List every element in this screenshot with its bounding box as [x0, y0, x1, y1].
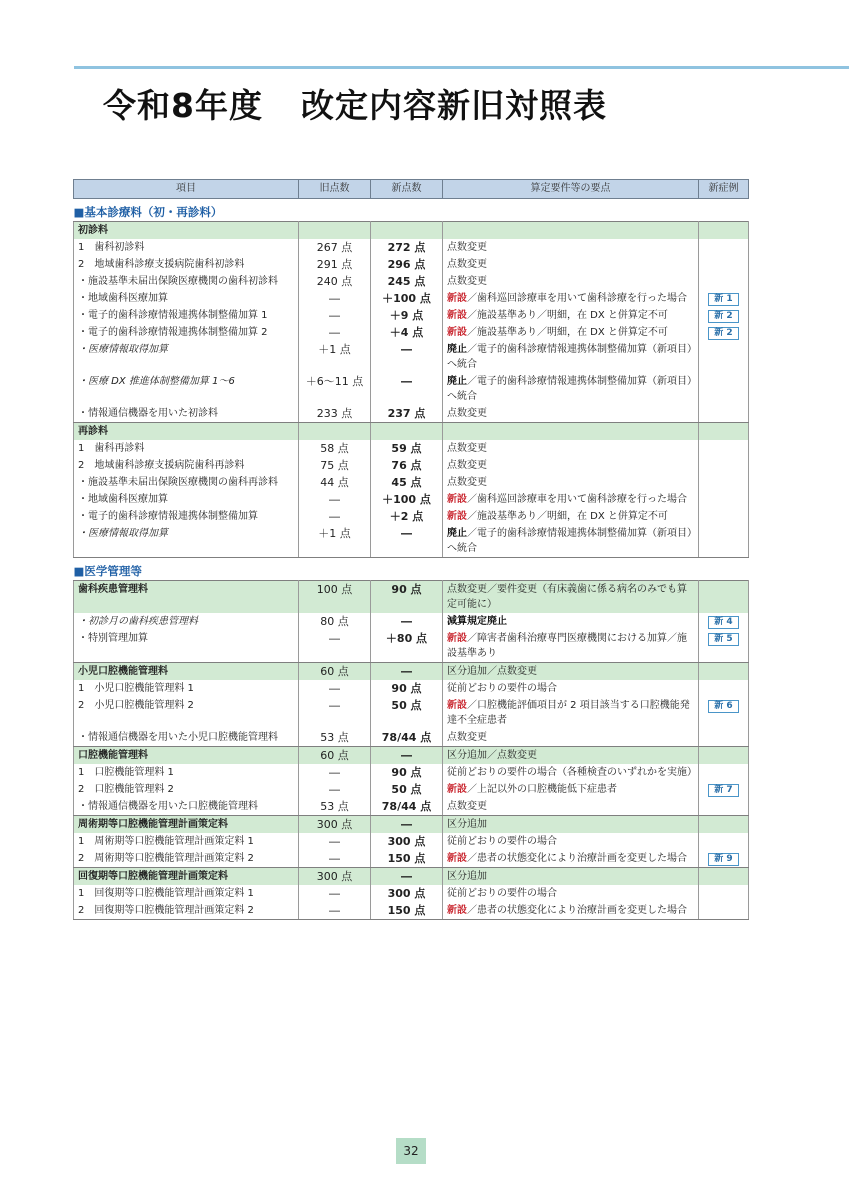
requirement-text: 点数変更	[447, 732, 487, 743]
row-old-points: ＋1 点	[299, 341, 371, 373]
group-row	[74, 423, 749, 441]
row-new-points: 272 点	[371, 239, 443, 256]
group-new-points	[371, 423, 443, 441]
row-old-points: 44 点	[299, 474, 371, 491]
row-old-points: 53 点	[299, 729, 371, 747]
row-item: ・情報通信機器を用いた口腔機能管理料	[74, 798, 299, 816]
table-row	[74, 256, 749, 273]
row-requirements	[443, 697, 699, 729]
row-requirements	[443, 440, 699, 457]
group-old-points: 60 点	[299, 747, 371, 765]
row-old-points: ―	[299, 491, 371, 508]
requirement-text: ／施設基準あり／明細，在 DX と併算定不可	[467, 327, 668, 338]
group-example	[699, 747, 749, 765]
table-row	[74, 613, 749, 630]
row-example	[699, 729, 749, 747]
row-new-points: 300 点	[371, 885, 443, 902]
group-row	[74, 868, 749, 886]
table-row	[74, 798, 749, 816]
row-example	[699, 613, 749, 630]
row-item: ・電子的歯科診療情報連携体制整備加算 2	[74, 324, 299, 341]
row-item: ・電子的歯科診療情報連携体制整備加算	[74, 508, 299, 525]
row-new-points: 78/44 点	[371, 729, 443, 747]
row-requirements	[443, 781, 699, 798]
requirement-text: ／患者の状態変化により治療計画を変更した場合	[467, 905, 687, 916]
section-title: ■医学管理等	[74, 558, 749, 581]
table-row	[74, 680, 749, 697]
row-old-points: ―	[299, 781, 371, 798]
row-old-points: ―	[299, 324, 371, 341]
group-old-points: 60 点	[299, 663, 371, 681]
group-row	[74, 581, 749, 614]
requirement-text: 点数変更	[447, 242, 487, 253]
requirement-keyword: 廃止	[447, 344, 467, 355]
table-row	[74, 902, 749, 920]
row-example	[699, 798, 749, 816]
requirement-keyword: 新設	[447, 784, 467, 795]
new-example-badge: 新 6	[708, 700, 738, 713]
table-row	[74, 474, 749, 491]
table-row	[74, 491, 749, 508]
group-note: 区分追加／点数変更	[443, 663, 699, 681]
row-example	[699, 697, 749, 729]
row-item: 2 地域歯科診療支援病院歯科初診料	[74, 256, 299, 273]
row-example	[699, 373, 749, 405]
row-requirements	[443, 239, 699, 256]
requirement-text: ／口腔機能評価項目が 2 項目該当する口腔機能発達不全症患者	[447, 700, 690, 726]
group-label: 初診料	[74, 222, 299, 240]
header-requirements: 算定要件等の要点	[443, 180, 699, 199]
row-requirements	[443, 341, 699, 373]
requirement-keyword: 新設	[447, 700, 467, 711]
row-requirements	[443, 373, 699, 405]
row-example	[699, 764, 749, 781]
row-item: 1 歯科初診料	[74, 239, 299, 256]
group-new-points: ―	[371, 747, 443, 765]
table-row	[74, 405, 749, 423]
requirement-text: ／電子的歯科診療情報連携体制整備加算（新項目）へ統合	[447, 376, 692, 402]
new-example-badge: 新 9	[708, 853, 738, 866]
group-example	[699, 423, 749, 441]
row-new-points: 296 点	[371, 256, 443, 273]
requirement-keyword: 新設	[447, 310, 467, 321]
requirement-text: 従前どおりの要件の場合	[447, 888, 557, 899]
requirement-keyword: 廃止	[447, 528, 467, 539]
row-requirements	[443, 798, 699, 816]
table-row	[74, 525, 749, 558]
page-title-right: 改定内容新旧対照表	[300, 86, 607, 125]
table-row	[74, 239, 749, 256]
requirement-text: 従前どおりの要件の場合（各種検査のいずれかを実施）	[447, 767, 697, 778]
row-new-points: 50 点	[371, 697, 443, 729]
row-old-points: ―	[299, 833, 371, 850]
table-row	[74, 307, 749, 324]
row-example	[699, 256, 749, 273]
row-item: 2 周術期等口腔機能管理計画策定料 2	[74, 850, 299, 868]
row-old-points: ―	[299, 697, 371, 729]
row-item: 2 回復期等口腔機能管理計画策定料 2	[74, 902, 299, 920]
requirement-text: 従前どおりの要件の場合	[447, 683, 557, 694]
row-requirements	[443, 902, 699, 920]
row-new-points: ＋100 点	[371, 290, 443, 307]
row-item: ・医療 DX 推進体制整備加算 1〜6	[74, 373, 299, 405]
row-old-points: ―	[299, 290, 371, 307]
row-new-points: 90 点	[371, 680, 443, 697]
row-new-points: ＋2 点	[371, 508, 443, 525]
row-new-points: ＋80 点	[371, 630, 443, 663]
new-example-badge: 新 2	[708, 327, 738, 340]
group-note: 区分追加／点数変更	[443, 747, 699, 765]
row-item: ・電子的歯科診療情報連携体制整備加算 1	[74, 307, 299, 324]
group-example	[699, 868, 749, 886]
row-old-points: ―	[299, 680, 371, 697]
row-new-points: 300 点	[371, 833, 443, 850]
row-new-points: 150 点	[371, 902, 443, 920]
requirement-text: 点数変更	[447, 259, 487, 270]
row-requirements	[443, 457, 699, 474]
row-new-points: ―	[371, 613, 443, 630]
row-requirements	[443, 307, 699, 324]
requirement-keyword: 新設	[447, 494, 467, 505]
row-old-points: ―	[299, 630, 371, 663]
group-old-points	[299, 423, 371, 441]
row-new-points: 78/44 点	[371, 798, 443, 816]
row-requirements	[443, 474, 699, 491]
row-example	[699, 680, 749, 697]
requirement-keyword: 新設	[447, 633, 467, 644]
row-old-points: 267 点	[299, 239, 371, 256]
header-item: 項目	[74, 180, 299, 199]
row-requirements	[443, 850, 699, 868]
row-old-points: 233 点	[299, 405, 371, 423]
table-row	[74, 781, 749, 798]
requirement-keyword: 新設	[447, 511, 467, 522]
row-item: ・医療情報取得加算	[74, 525, 299, 558]
table-row	[74, 273, 749, 290]
row-new-points: ―	[371, 525, 443, 558]
row-example	[699, 781, 749, 798]
table-row	[74, 324, 749, 341]
row-example	[699, 630, 749, 663]
row-example	[699, 290, 749, 307]
table-row	[74, 850, 749, 868]
row-new-points: 76 点	[371, 457, 443, 474]
table-body	[74, 180, 749, 920]
header-new-points: 新点数	[371, 180, 443, 199]
row-new-points: 245 点	[371, 273, 443, 290]
row-example	[699, 885, 749, 902]
row-new-points: ―	[371, 341, 443, 373]
requirement-text: 点数変更	[447, 408, 487, 419]
requirement-text: ／施設基準あり／明細，在 DX と併算定不可	[467, 310, 668, 321]
group-old-points: 300 点	[299, 868, 371, 886]
group-new-points: ―	[371, 868, 443, 886]
table-row	[74, 885, 749, 902]
group-label: 周術期等口腔機能管理計画策定料	[74, 816, 299, 834]
new-example-badge: 新 4	[708, 616, 738, 629]
row-old-points: ―	[299, 885, 371, 902]
row-old-points: ―	[299, 902, 371, 920]
row-example	[699, 474, 749, 491]
top-rule	[74, 66, 849, 69]
group-new-points: ―	[371, 816, 443, 834]
group-row	[74, 663, 749, 681]
row-example	[699, 850, 749, 868]
row-item: ・初診月の歯科疾患管理料	[74, 613, 299, 630]
row-requirements	[443, 885, 699, 902]
row-new-points: 150 点	[371, 850, 443, 868]
row-example	[699, 440, 749, 457]
row-requirements	[443, 680, 699, 697]
row-item: ・地域歯科医療加算	[74, 491, 299, 508]
row-example	[699, 902, 749, 920]
requirement-text: 点数変更	[447, 443, 487, 454]
requirement-text: 点数変更	[447, 460, 487, 471]
group-label: 口腔機能管理料	[74, 747, 299, 765]
requirement-text: ／歯科巡回診療車を用いて歯科診療を行った場合	[467, 494, 687, 505]
requirement-text: 点数変更	[447, 276, 487, 287]
row-item: ・情報通信機器を用いた初診料	[74, 405, 299, 423]
table-row	[74, 290, 749, 307]
row-item: 1 口腔機能管理料 1	[74, 764, 299, 781]
group-label: 歯科疾患管理料	[74, 581, 299, 614]
group-new-points: ―	[371, 663, 443, 681]
header-new-example: 新症例	[699, 180, 749, 199]
row-item: 1 回復期等口腔機能管理計画策定料 1	[74, 885, 299, 902]
group-label: 再診料	[74, 423, 299, 441]
requirement-keyword: 新設	[447, 293, 467, 304]
requirement-text: ／施設基準あり／明細，在 DX と併算定不可	[467, 511, 668, 522]
row-new-points: ＋100 点	[371, 491, 443, 508]
requirement-text: ／患者の状態変化により治療計画を変更した場合	[467, 853, 687, 864]
requirement-keyword: 廃止	[447, 376, 467, 387]
row-item: ・施設基準未届出保険医療機関の歯科初診料	[74, 273, 299, 290]
requirement-keyword: 新設	[447, 327, 467, 338]
page-number: 32	[396, 1138, 426, 1164]
row-item: 2 小児口腔機能管理料 2	[74, 697, 299, 729]
group-old-points: 100 点	[299, 581, 371, 614]
row-example	[699, 324, 749, 341]
section-heading-row	[74, 558, 749, 581]
group-new-points: 90 点	[371, 581, 443, 614]
new-example-badge: 新 7	[708, 784, 738, 797]
row-item: 1 歯科再診料	[74, 440, 299, 457]
group-note	[443, 423, 699, 441]
row-example	[699, 457, 749, 474]
group-label: 回復期等口腔機能管理計画策定料	[74, 868, 299, 886]
row-item: ・医療情報取得加算	[74, 341, 299, 373]
table-row	[74, 697, 749, 729]
row-requirements	[443, 290, 699, 307]
requirement-text: ／歯科巡回診療車を用いて歯科診療を行った場合	[467, 293, 687, 304]
row-requirements	[443, 324, 699, 341]
new-example-badge: 新 2	[708, 310, 738, 323]
row-new-points: ＋4 点	[371, 324, 443, 341]
requirement-text: ／電子的歯科診療情報連携体制整備加算（新項目）へ統合	[447, 344, 692, 370]
row-old-points: ＋1 点	[299, 525, 371, 558]
group-row	[74, 222, 749, 240]
group-example	[699, 581, 749, 614]
group-example	[699, 816, 749, 834]
header-old-points: 旧点数	[299, 180, 371, 199]
row-old-points: ―	[299, 508, 371, 525]
table-row	[74, 764, 749, 781]
page-title	[103, 80, 607, 127]
row-requirements	[443, 491, 699, 508]
table-row	[74, 508, 749, 525]
row-example	[699, 525, 749, 558]
row-requirements	[443, 256, 699, 273]
requirement-text: 従前どおりの要件の場合	[447, 836, 557, 847]
row-new-points: 45 点	[371, 474, 443, 491]
row-old-points: 58 点	[299, 440, 371, 457]
row-example	[699, 508, 749, 525]
group-note: 区分追加	[443, 868, 699, 886]
row-example	[699, 341, 749, 373]
table-row	[74, 457, 749, 474]
section-heading-row	[74, 199, 749, 222]
row-new-points: ―	[371, 373, 443, 405]
row-item: 2 地域歯科診療支援病院歯科再診料	[74, 457, 299, 474]
new-example-badge: 新 5	[708, 633, 738, 646]
requirement-keyword: 新設	[447, 905, 467, 916]
row-requirements	[443, 764, 699, 781]
table-row	[74, 729, 749, 747]
table-row	[74, 440, 749, 457]
new-example-badge: 新 1	[708, 293, 738, 306]
table-row	[74, 833, 749, 850]
row-new-points: 50 点	[371, 781, 443, 798]
table-row	[74, 373, 749, 405]
row-requirements	[443, 508, 699, 525]
requirement-text: ／上記以外の口腔機能低下症患者	[467, 784, 617, 795]
group-note: 区分追加	[443, 816, 699, 834]
row-old-points: 291 点	[299, 256, 371, 273]
group-old-points	[299, 222, 371, 240]
group-example	[699, 663, 749, 681]
row-example	[699, 307, 749, 324]
group-note: 点数変更／要件変更（有床義歯に係る病名のみでも算定可能に）	[443, 581, 699, 614]
row-item: 2 口腔機能管理料 2	[74, 781, 299, 798]
row-new-points: 237 点	[371, 405, 443, 423]
row-item: ・施設基準未届出保険医療機関の歯科再診料	[74, 474, 299, 491]
row-old-points: 75 点	[299, 457, 371, 474]
row-old-points: 53 点	[299, 798, 371, 816]
row-requirements	[443, 525, 699, 558]
requirement-keyword: 新設	[447, 853, 467, 864]
table-header-row	[74, 180, 749, 199]
group-new-points	[371, 222, 443, 240]
row-requirements	[443, 833, 699, 850]
row-example	[699, 491, 749, 508]
row-requirements	[443, 613, 699, 630]
row-old-points: 240 点	[299, 273, 371, 290]
section-title: ■基本診療料（初・再診料）	[74, 199, 749, 222]
row-example	[699, 273, 749, 290]
row-old-points: ―	[299, 307, 371, 324]
requirement-text: ／障害者歯科治療専門医療機関における加算／施設基準あり	[447, 633, 687, 659]
row-example	[699, 833, 749, 850]
row-item: 1 周術期等口腔機能管理計画策定料 1	[74, 833, 299, 850]
requirement-keyword: 減算規定廃止	[447, 616, 507, 627]
requirement-text: 点数変更	[447, 477, 487, 488]
row-old-points: ―	[299, 764, 371, 781]
comparison-table	[73, 179, 749, 920]
row-item: 1 小児口腔機能管理料 1	[74, 680, 299, 697]
row-new-points: 59 点	[371, 440, 443, 457]
page-title-left: 令和8年度	[103, 86, 263, 125]
row-requirements	[443, 273, 699, 290]
row-example	[699, 239, 749, 256]
requirement-text: 点数変更	[447, 801, 487, 812]
row-item: ・情報通信機器を用いた小児口腔機能管理料	[74, 729, 299, 747]
row-old-points: ―	[299, 850, 371, 868]
row-requirements	[443, 729, 699, 747]
row-old-points: ＋6〜11 点	[299, 373, 371, 405]
group-label: 小児口腔機能管理料	[74, 663, 299, 681]
row-item: ・特別管理加算	[74, 630, 299, 663]
row-old-points: 80 点	[299, 613, 371, 630]
group-row	[74, 816, 749, 834]
group-old-points: 300 点	[299, 816, 371, 834]
table-row	[74, 630, 749, 663]
row-requirements	[443, 405, 699, 423]
row-example	[699, 405, 749, 423]
group-example	[699, 222, 749, 240]
row-item: ・地域歯科医療加算	[74, 290, 299, 307]
table-row	[74, 341, 749, 373]
row-requirements	[443, 630, 699, 663]
group-row	[74, 747, 749, 765]
requirement-text: ／電子的歯科診療情報連携体制整備加算（新項目）へ統合	[447, 528, 692, 554]
group-note	[443, 222, 699, 240]
row-new-points: ＋9 点	[371, 307, 443, 324]
row-new-points: 90 点	[371, 764, 443, 781]
